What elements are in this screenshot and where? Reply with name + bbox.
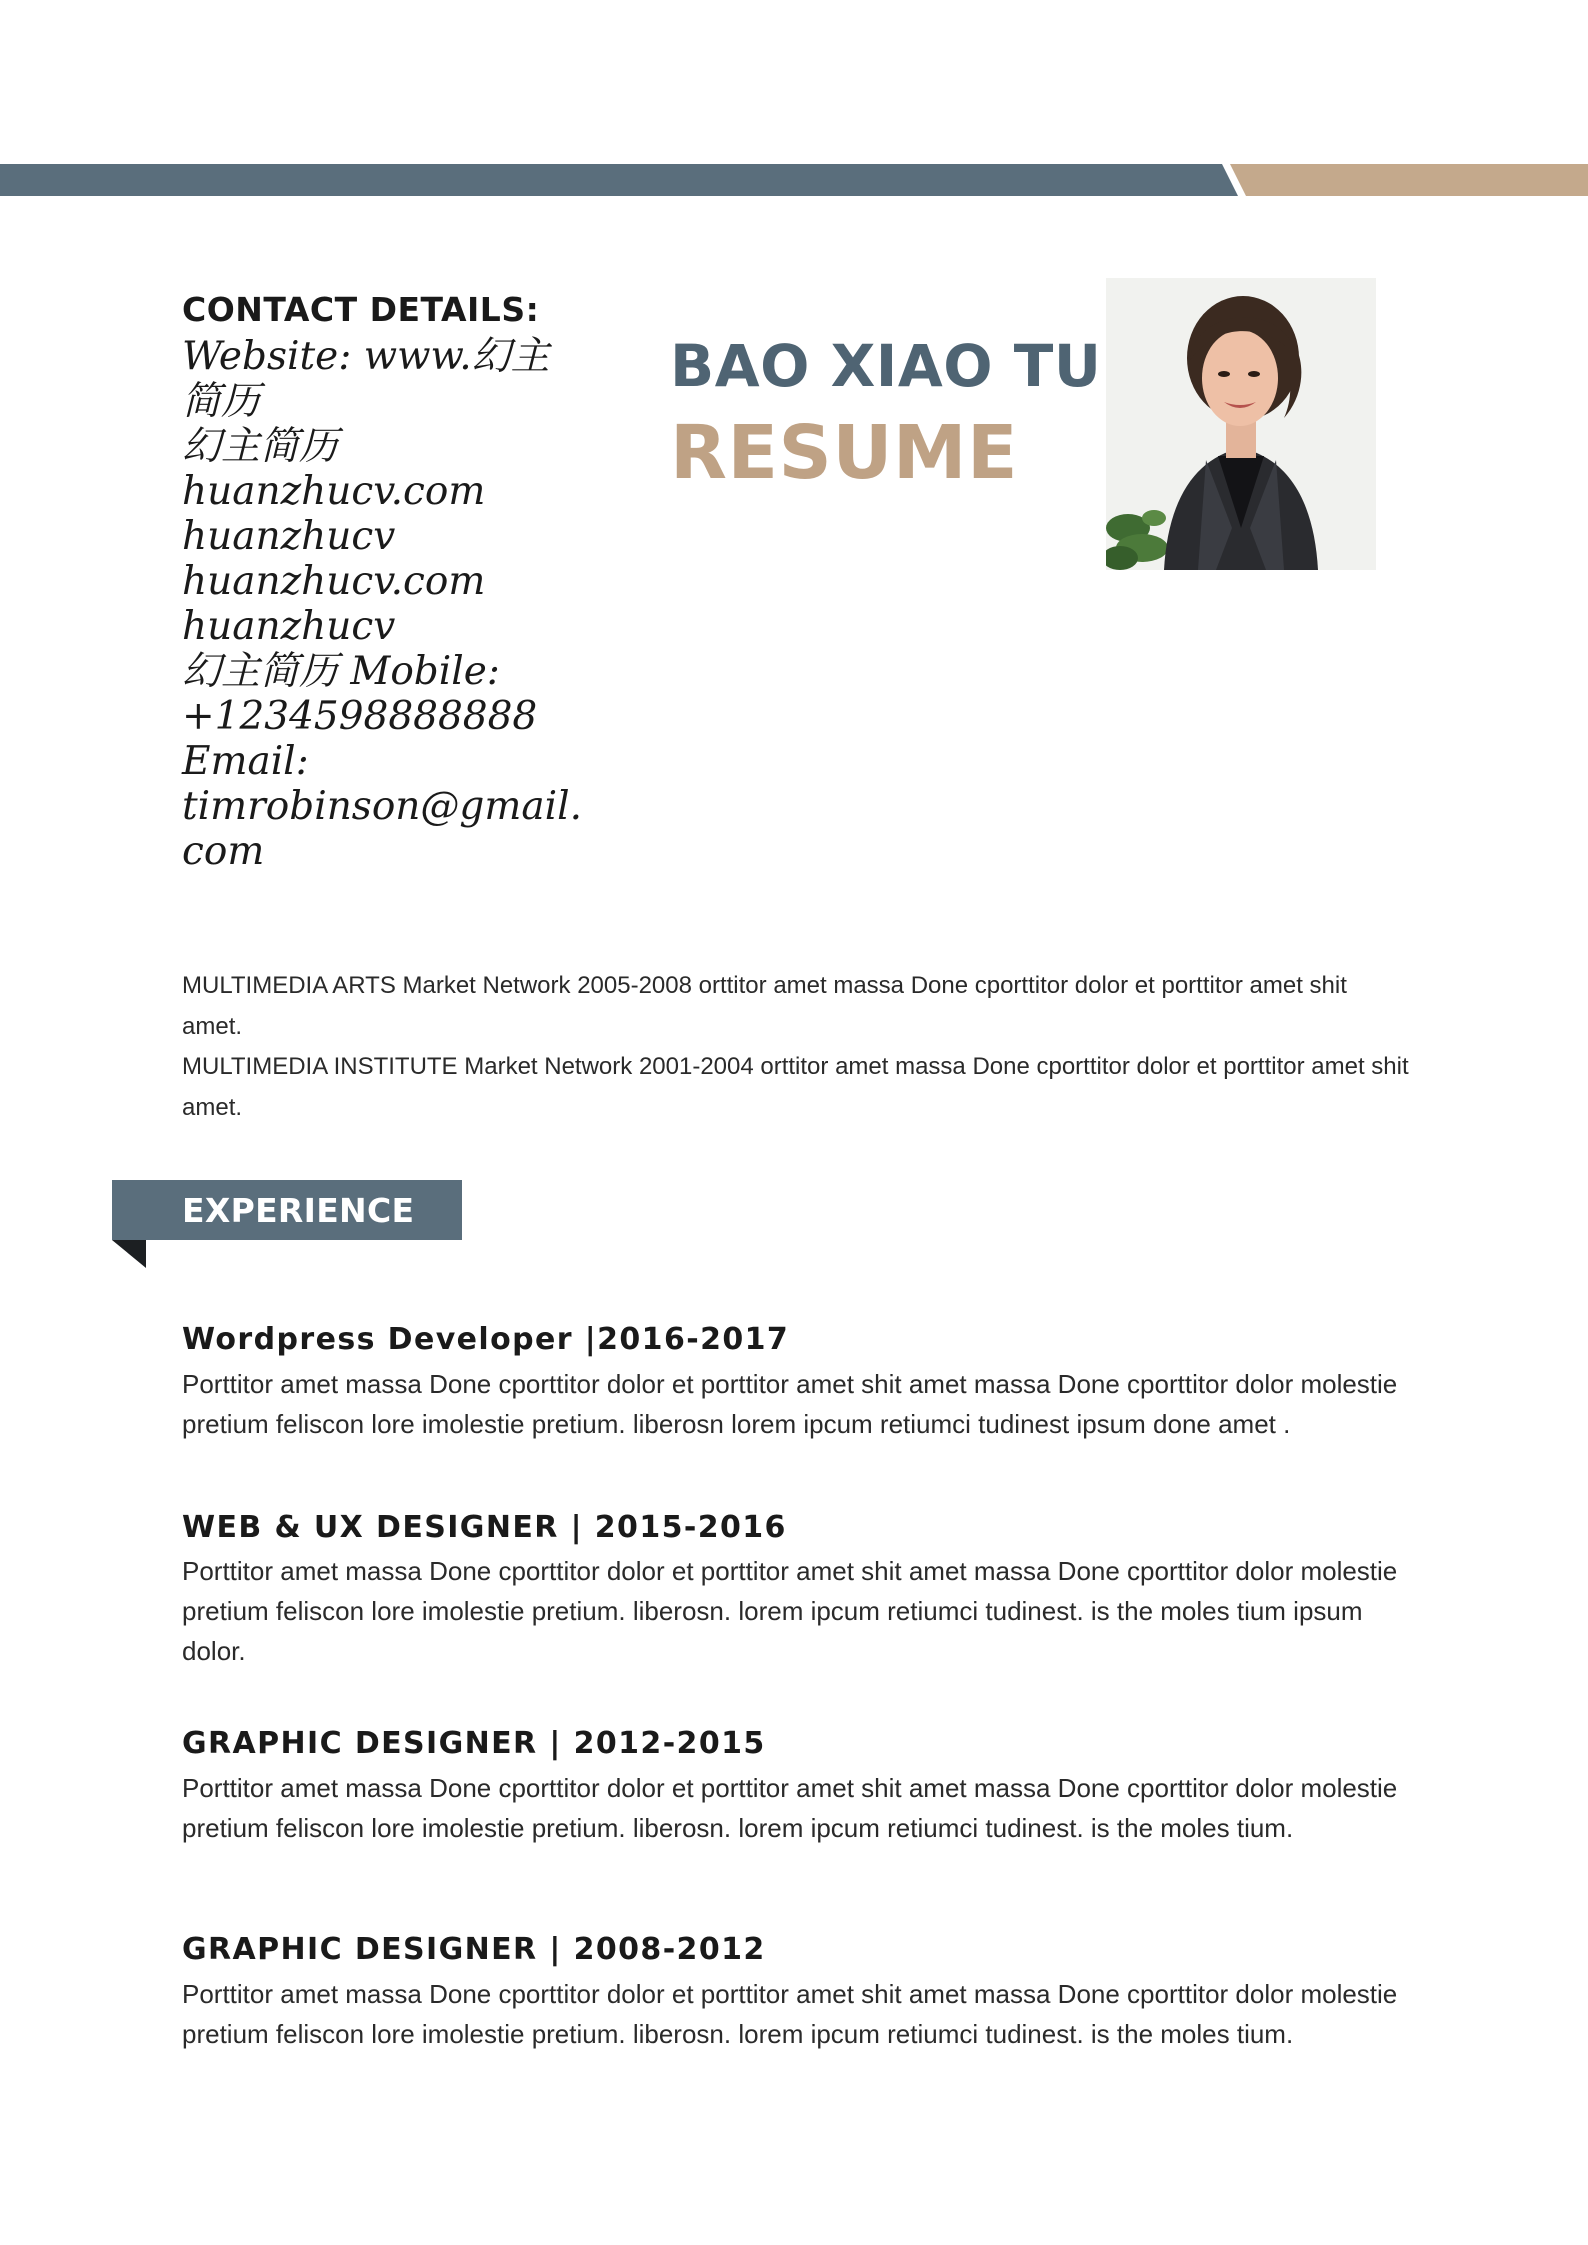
- contact-line: timrobinson@gmail.com: [182, 784, 582, 874]
- top-accent-bar-slate: [0, 164, 1238, 196]
- job-description: Porttitor amet massa Done cporttitor dolor et porttitor amet shit amet massa Done cporttitor dolor molestie pretium feliscon lore imolestie pretium. liberosn. lorem ipcum retiumci tudinest. is the moles tium.: [182, 1773, 1398, 1843]
- resume-title: RESUME: [670, 410, 1019, 496]
- job-title: GRAPHIC DESIGNER | 2012-2015: [182, 1726, 766, 1761]
- job-description: Porttitor amet massa Done cporttitor dolor et porttitor amet shit amet massa Done cporttitor dolor molestie pretium feliscon lore imolestie pretium. liberosn. lorem ipcum retiumci tudinest. is the moles tium ipsum dolor.: [182, 1556, 1398, 1666]
- job-title: GRAPHIC DESIGNER | 2008-2012: [182, 1932, 766, 1967]
- education-entry: MULTIMEDIA ARTS Market Network 2005-2008 orttitor amet massa Done cporttitor dolor et porttitor amet shit amet.: [182, 972, 1347, 1040]
- contact-line: +1234598888888: [182, 694, 538, 739]
- contact-line: huanzhucv.com: [182, 559, 486, 604]
- education-section: [182, 966, 1412, 1128]
- contact-line: 幻主简历 Mobile:: [182, 649, 500, 694]
- top-accent-bar-tan: [1230, 164, 1588, 196]
- contact-heading: CONTACT DETAILS:: [182, 290, 540, 329]
- job-title: WEB & UX DESIGNER | 2015-2016: [182, 1510, 787, 1545]
- contact-line: Website: www.幻主简历: [182, 334, 550, 424]
- contact-line: Email:: [182, 739, 309, 784]
- contact-line: huanzhucv: [182, 514, 396, 559]
- job-description: Porttitor amet massa Done cporttitor dolor et porttitor amet shit amet massa Done cporttitor dolor molestie pretium feliscon lore imolestie pretium. liberosn lorem ipcum retiumci tudinest ipsum done amet .: [182, 1369, 1398, 1439]
- contact-details: [182, 334, 582, 874]
- education-entry: MULTIMEDIA INSTITUTE Market Network 2001-2004 orttitor amet massa Done cporttitor dolor et porttitor amet shit amet.: [182, 1053, 1409, 1121]
- banner-fold: [112, 1240, 146, 1268]
- profile-photo: [1106, 278, 1376, 570]
- person-name: BAO XIAO TU: [670, 332, 1102, 400]
- contact-line: huanzhucv.com: [182, 469, 486, 514]
- contact-line: huanzhucv: [182, 604, 396, 649]
- job-title: Wordpress Developer |2016-2017: [182, 1322, 790, 1357]
- contact-line: 幻主简历: [182, 424, 339, 469]
- experience-heading: EXPERIENCE: [182, 1191, 415, 1230]
- job-description: Porttitor amet massa Done cporttitor dolor et porttitor amet shit amet massa Done cporttitor dolor molestie pretium feliscon lore imolestie pretium. liberosn. lorem ipcum retiumci tudinest. is the moles tium.: [182, 1979, 1398, 2049]
